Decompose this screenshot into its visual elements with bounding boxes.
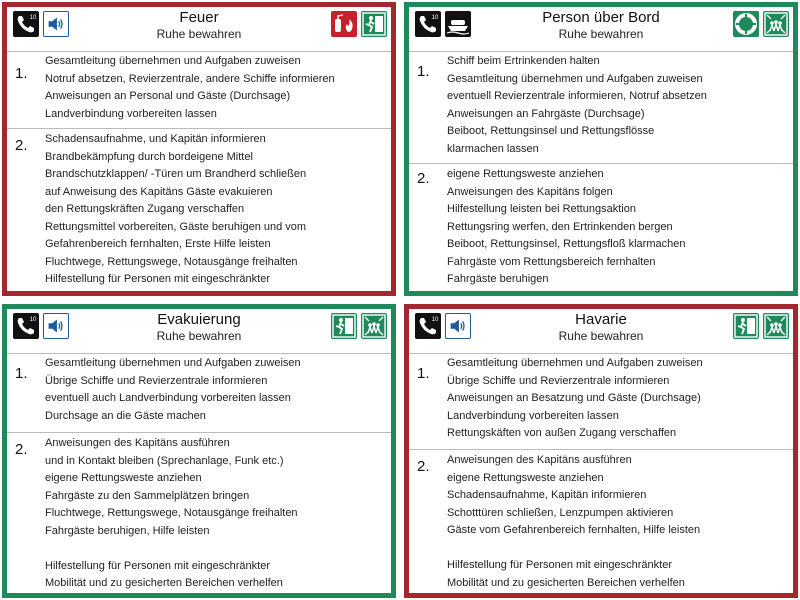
section-lines [447, 452, 789, 592]
instruction-line: Anweisungen des Kapitäns ausführen [447, 454, 632, 466]
instruction-line: Hilfestellung für Personen mit eingeschränkter [45, 273, 271, 285]
instruction-line: Brandschutzklappen/ -Türen um Brandherd schließen [45, 168, 307, 180]
instruction-line: Übrige Schiffe und Revierzentrale informieren [447, 374, 670, 387]
instruction-line: eigene Rettungsweste anziehen [447, 471, 604, 484]
instruction-line: Fahrgäste beruhigen [447, 273, 549, 285]
card-person-ueber-bord [404, 2, 798, 296]
instruction-line: und in Kontakt bleiben (Sprechanlage, Funk etc.) [45, 454, 284, 467]
instruction-line: den Rettungskräften Zugang verschaffen [45, 203, 245, 215]
instruction-line: Gesamtleitung übernehmen und Aufgaben zuweisen [45, 357, 301, 369]
section-2 [409, 163, 793, 291]
section-number: 2. [417, 458, 430, 475]
instruction-line: eventuell Revierzentrale informieren, Notruf absetzen [447, 90, 707, 102]
section-1 [409, 353, 793, 449]
instruction-line: klarmachen lassen [447, 142, 539, 155]
section-number: 1. [417, 365, 430, 382]
instruction-line: Anweisungen des Kapitäns folgen [447, 185, 613, 198]
section-lines [45, 435, 387, 593]
section-1 [7, 353, 391, 432]
instruction-line: Schiff beim Ertrinkenden halten [447, 55, 600, 67]
instruction-line: Gesamtleitung übernehmen und Aufgaben zuweisen [447, 72, 703, 85]
instruction-line: Gefahrenbereich fernhalten, Erste Hilfe leisten [45, 238, 271, 250]
section-lines [447, 53, 789, 158]
phone-number: 10 [29, 317, 37, 323]
section-lines [447, 355, 789, 443]
instruction-line: Beiboot, Rettungsinsel und Rettungsflösse [447, 125, 655, 137]
section-2 [7, 128, 391, 291]
section-2 [7, 432, 391, 593]
card-header [409, 309, 793, 354]
phone-number: 10 [431, 15, 439, 21]
instruction-line: Notruf absetzen, Revierzentrale, andere Schiffe informieren [45, 72, 335, 85]
instruction-line: Rettungskäften von außen Zugang verschaffen [447, 427, 677, 439]
instruction-line: Rettungsmittel vorbereiten, Gäste beruhigen und vom [45, 220, 307, 233]
section-number: 2. [15, 137, 28, 154]
card-evakuierung [2, 304, 396, 598]
spacer [45, 540, 387, 558]
card-title: Feuer [179, 9, 219, 26]
card-header [7, 309, 391, 354]
section-number: 1. [15, 65, 28, 82]
instruction-line: Landverbindung vorbereiten lassen [447, 409, 619, 422]
card-title: Evakuierung [157, 311, 241, 328]
card-subtitle: Ruhe bewahren [156, 329, 242, 343]
card-feuer [2, 2, 396, 296]
instruction-line: Beiboot, Rettungsinsel, Rettungsfloß klarmachen [447, 238, 686, 250]
instruction-line: Hilfestellung für Personen mit eingeschränkter [447, 559, 673, 571]
section-1 [409, 51, 793, 163]
instruction-line: eigene Rettungsweste anziehen [447, 168, 604, 180]
instruction-line: Übrige Schiffe und Revierzentrale informieren [45, 374, 268, 387]
card-header [409, 7, 793, 52]
card-header [7, 7, 391, 52]
section-lines [447, 166, 789, 289]
section-number: 1. [15, 365, 28, 382]
instruction-line: eigene Rettungsweste anziehen [45, 472, 202, 484]
section-lines [45, 53, 387, 123]
instruction-line: Anweisungen an Fahrgäste (Durchsage) [447, 107, 645, 120]
instruction-line: Hilfestellung für Personen mit eingeschränkter [45, 559, 271, 572]
card-title: Person über Bord [542, 9, 660, 26]
card-subtitle: Ruhe bewahren [558, 329, 644, 343]
instruction-line: Fahrgäste zu den Sammelplätzen bringen [45, 489, 250, 502]
instruction-line: Anweisungen an Besatzung und Gäste (Durchsage) [447, 392, 701, 404]
section-lines [45, 131, 387, 289]
instruction-line: Gesamtleitung übernehmen und Aufgaben zuweisen [45, 55, 301, 67]
section-1 [7, 51, 391, 128]
section-2 [409, 449, 793, 593]
instruction-line: Rettungsring werfen, den Ertrinkenden bergen [447, 220, 673, 233]
instruction-line: Fahrgäste vom Rettungsbereich fernhalten [447, 255, 656, 268]
card-havarie [404, 304, 798, 598]
instruction-line: Schadensaufnahme, und Kapitän informieren [45, 133, 266, 145]
instruction-line: Landverbindung vorbereiten lassen [45, 107, 217, 120]
section-number: 2. [417, 170, 430, 187]
instruction-line: Anweisungen an Personal und Gäste (Durchsage) [45, 90, 291, 102]
phone-number: 10 [29, 15, 37, 21]
section-lines [45, 355, 387, 425]
instruction-line: Fluchtwege, Rettungswege, Notausgänge freihalten [45, 255, 298, 268]
card-title: Havarie [575, 311, 627, 328]
instruction-line: Mobilität und zu gesicherten Bereichen verhelfen [447, 576, 685, 589]
instruction-line: Gäste vom Gefahrenbereich fernhalten, Hilfe leisten [447, 524, 701, 536]
instruction-line: Fahrgäste beruhigen, Hilfe leisten [45, 524, 210, 537]
instruction-line: Fluchtwege, Rettungswege, Notausgänge freihalten [45, 507, 298, 519]
instruction-line: Hilfestellung leisten bei Rettungsaktion [447, 203, 636, 215]
card-subtitle: Ruhe bewahren [156, 27, 242, 41]
instruction-line: Anweisungen des Kapitäns ausführen [45, 437, 230, 449]
instruction-line: Brandbekämpfung durch bordeigene Mittel [45, 150, 253, 163]
instruction-line: Durchsage an die Gäste machen [45, 409, 206, 422]
instruction-line: Schadensaufnahme, Kapitän informieren [447, 489, 647, 501]
section-number: 1. [417, 63, 430, 80]
spacer [447, 540, 789, 558]
instruction-line: auf Anweisung des Kapitäns Gäste evakuieren [45, 185, 273, 198]
instruction-line: Schotttüren schließen, Lenzpumpen aktivieren [447, 506, 674, 519]
card-subtitle: Ruhe bewahren [558, 27, 644, 41]
instruction-line: eventuell auch Landverbindung vorbereiten lassen [45, 392, 291, 404]
instruction-line: Mobilität und zu gesicherten Bereichen verhelfen [45, 577, 283, 589]
instruction-line: Gesamtleitung übernehmen und Aufgaben zuweisen [447, 357, 703, 369]
phone-number: 10 [431, 317, 439, 323]
section-number: 2. [15, 441, 28, 458]
